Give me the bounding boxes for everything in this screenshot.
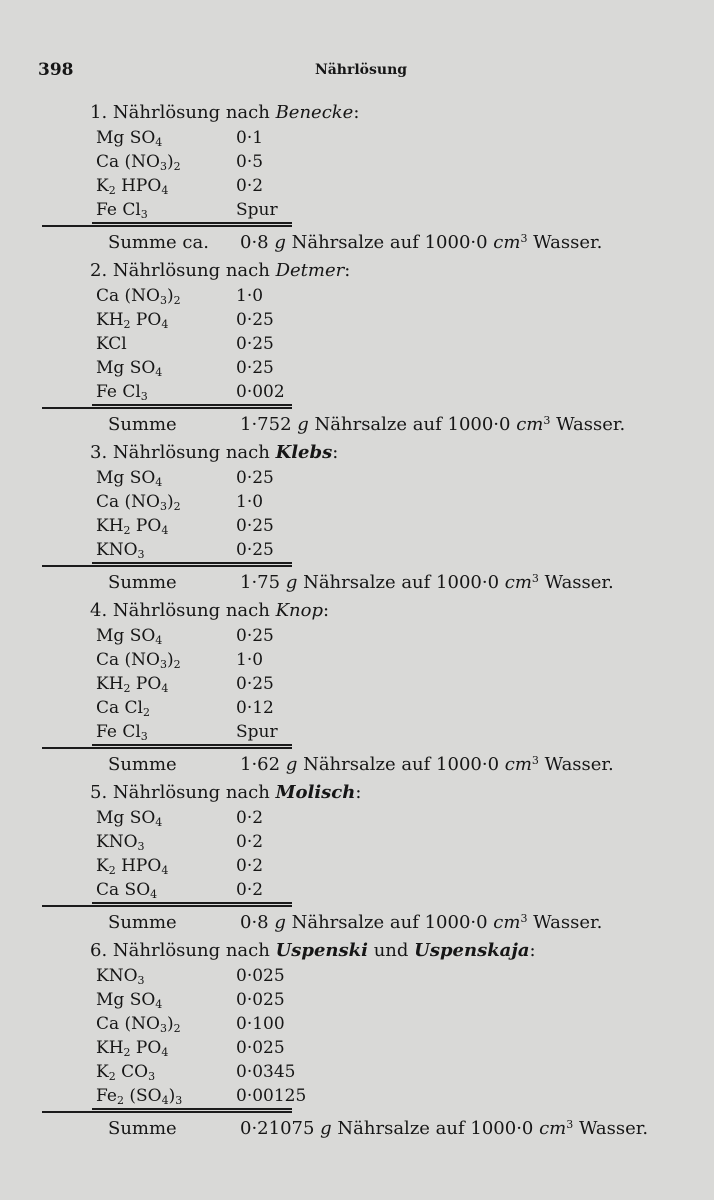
ingredient-row — [0, 696, 714, 720]
ingredient-row — [0, 308, 714, 332]
ingredient-amount: 0·1 — [236, 128, 264, 148]
solution-block — [0, 440, 714, 598]
ingredient-amount: 0·5 — [236, 152, 264, 172]
ingredient-formula: $KH_2$ $PO_4$ — [96, 310, 169, 331]
ingredient-amount: 0·2 — [236, 856, 264, 876]
sum-value — [240, 228, 602, 258]
ingredient-formula: Fe $Cl_3$ — [96, 722, 148, 743]
rule-line-long — [42, 407, 292, 409]
ingredient-amount: 0·25 — [236, 626, 274, 646]
sum-amount: 0·21075 — [240, 1118, 321, 1139]
sum-amount: 0·8 — [240, 912, 275, 933]
sum-unit-cm: cm — [516, 414, 544, 435]
sum-label: Summe — [108, 572, 177, 593]
ingredient-amount: 0·25 — [236, 358, 274, 378]
ingredient-row — [0, 672, 714, 696]
rule-line-short — [92, 1108, 292, 1110]
solution-title — [0, 440, 714, 466]
solution-block — [0, 258, 714, 440]
page-header — [0, 60, 714, 82]
ingredient-amount: 0·25 — [236, 516, 274, 536]
rule-line-long — [42, 565, 292, 567]
ingredient-formula: Mg $SO_4$ — [96, 358, 163, 379]
ingredient-amount: 1·0 — [236, 650, 264, 670]
solutions-list — [0, 100, 714, 1144]
rule-line-short — [92, 222, 292, 224]
sum-unit-exponent: 3 — [543, 414, 551, 427]
sum-text: Nährsalze auf 1000·0 — [285, 912, 494, 933]
sum-end: Wasser. — [573, 1118, 649, 1139]
ingredient-amount: 0·025 — [236, 1038, 285, 1058]
sum-unit: g — [274, 912, 286, 933]
sum-end: Wasser. — [550, 414, 626, 435]
ingredient-formula: $KH_2$ $PO_4$ — [96, 1038, 169, 1059]
sum-value — [240, 1114, 648, 1144]
sum-amount: 1·62 — [240, 754, 286, 775]
sum-unit: g — [297, 414, 309, 435]
solution-title — [0, 100, 714, 126]
ingredient-amount: 0·0345 — [236, 1062, 296, 1082]
ingredient-row — [0, 1060, 714, 1084]
sum-unit-exponent: 3 — [566, 1118, 574, 1131]
ingredient-amount: 0·12 — [236, 698, 274, 718]
ingredient-formula: Ca $(NO_3)_2$ — [96, 1014, 181, 1035]
ingredient-row — [0, 380, 714, 404]
ingredient-row — [0, 356, 714, 380]
ingredient-amount: 0·00125 — [236, 1086, 307, 1106]
sum-end: Wasser. — [538, 572, 614, 593]
rule-line-short — [92, 562, 292, 564]
ingredient-amount: 0·2 — [236, 832, 264, 852]
ingredient-amount: 1·0 — [236, 492, 264, 512]
solution-title-prefix: 4. Nährlösung nach — [90, 600, 276, 621]
ingredient-list — [0, 964, 714, 1108]
ingredient-formula: $K_2$ $CO_3$ — [96, 1062, 156, 1083]
ingredient-row — [0, 648, 714, 672]
ingredient-amount: 0·025 — [236, 966, 285, 986]
sum-unit-exponent: 3 — [531, 754, 539, 767]
ingredient-row — [0, 466, 714, 490]
sum-label: Summe — [108, 1118, 177, 1139]
ingredient-formula: Ca $(NO_3)_2$ — [96, 286, 181, 307]
ingredient-formula: Ca $(NO_3)_2$ — [96, 650, 181, 671]
ingredient-row — [0, 490, 714, 514]
ingredient-row — [0, 1084, 714, 1108]
rule-line-short — [92, 902, 292, 904]
solution-title-suffix: : — [332, 442, 339, 463]
sum-unit-cm: cm — [504, 572, 532, 593]
solution-author: Detmer — [275, 260, 345, 281]
rule-line-long — [42, 1111, 292, 1113]
sum-text: Nährsalze auf 1000·0 — [297, 754, 505, 775]
ingredient-formula: Mg $SO_4$ — [96, 808, 163, 829]
ingredient-amount: 0·25 — [236, 310, 274, 330]
ingredient-formula: Mg $SO_4$ — [96, 128, 163, 149]
sum-unit-exponent: 3 — [531, 572, 539, 585]
ingredient-formula: $KNO_3$ — [96, 832, 145, 853]
rule-line-short — [92, 404, 292, 406]
sum-end: Wasser. — [527, 912, 603, 933]
ingredient-formula: $KH_2$ $PO_4$ — [96, 674, 169, 695]
solution-title — [0, 598, 714, 624]
ingredient-formula: Ca $Cl_2$ — [96, 698, 150, 719]
solution-title-suffix: : — [355, 782, 362, 803]
running-title: Nährlösung — [314, 62, 408, 78]
sum-unit-cm: cm — [493, 232, 521, 253]
ingredient-list — [0, 806, 714, 902]
ingredient-formula: $KH_2$ $PO_4$ — [96, 516, 169, 537]
solution-title — [0, 780, 714, 806]
solution-title — [0, 938, 714, 964]
ingredient-amount: 0·100 — [236, 1014, 285, 1034]
ingredient-row — [0, 988, 714, 1012]
sum-text: Nährsalze auf 1000·0 — [331, 1118, 540, 1139]
ingredient-row — [0, 806, 714, 830]
solution-title — [0, 258, 714, 284]
sum-row — [0, 1114, 714, 1144]
ingredient-row — [0, 150, 714, 174]
sum-row — [0, 410, 714, 440]
solution-title-prefix: 2. Nährlösung nach — [90, 260, 276, 281]
sum-label: Summe — [108, 414, 177, 435]
ingredient-amount: 0·2 — [236, 880, 264, 900]
ingredient-list — [0, 466, 714, 562]
ingredient-amount: 0·25 — [236, 468, 274, 488]
solution-title-suffix: : — [353, 102, 360, 123]
ingredient-row — [0, 830, 714, 854]
solution-title-prefix: 6. Nährlösung nach — [90, 940, 276, 961]
ingredient-formula: Mg $SO_4$ — [96, 990, 163, 1011]
ingredient-row — [0, 720, 714, 744]
sum-unit-cm: cm — [504, 754, 532, 775]
solution-block — [0, 938, 714, 1144]
solution-title-prefix: 5. Nährlösung nach — [90, 782, 276, 803]
ingredient-formula: KCl — [96, 334, 127, 354]
sum-label: Summe — [108, 912, 177, 933]
ingredient-amount: 0·025 — [236, 990, 285, 1010]
sum-unit: g — [320, 1118, 332, 1139]
ingredient-row — [0, 964, 714, 988]
ingredient-row — [0, 332, 714, 356]
ingredient-formula: Fe $Cl_3$ — [96, 200, 148, 221]
sum-label: Summe ca. — [108, 232, 209, 253]
sum-unit-cm: cm — [493, 912, 521, 933]
ingredient-amount: 0·25 — [236, 674, 274, 694]
sum-unit: g — [274, 232, 286, 253]
ingredient-amount: 0·2 — [236, 808, 264, 828]
solution-block — [0, 780, 714, 938]
sum-amount: 1·752 — [240, 414, 298, 435]
rule-line-long — [42, 905, 292, 907]
ingredient-row — [0, 198, 714, 222]
solution-author: Klebs — [275, 442, 333, 463]
solution-title-mid: und — [367, 940, 415, 961]
ingredient-amount: 0·2 — [236, 176, 264, 196]
sum-unit: g — [285, 572, 298, 593]
ingredient-row — [0, 126, 714, 150]
ingredient-list — [0, 126, 714, 222]
solution-block — [0, 598, 714, 780]
ingredient-formula: Mg $SO_4$ — [96, 626, 163, 647]
sum-unit: g — [285, 754, 298, 775]
solution-author: Benecke — [275, 102, 354, 123]
rule-line-long — [42, 225, 292, 227]
solution-title-prefix: 3. Nährlösung nach — [90, 442, 276, 463]
ingredient-amount: 0·25 — [236, 540, 274, 560]
rule-line-long — [42, 747, 292, 749]
ingredient-amount: 0·002 — [236, 382, 285, 402]
ingredient-formula: Ca $SO_4$ — [96, 880, 158, 901]
solution-title-prefix: 1. Nährlösung nach — [90, 102, 276, 123]
ingredient-list — [0, 624, 714, 744]
ingredient-formula: Ca $(NO_3)_2$ — [96, 492, 181, 513]
ingredient-formula: Mg $SO_4$ — [96, 468, 163, 489]
sum-unit-cm: cm — [539, 1118, 567, 1139]
ingredient-row — [0, 174, 714, 198]
ingredient-formula: $Fe_2$ $(SO_4)_3$ — [96, 1086, 183, 1107]
solution-title-suffix: : — [344, 260, 351, 281]
solution-block — [0, 100, 714, 258]
ingredient-row — [0, 1012, 714, 1036]
sum-value — [240, 410, 625, 440]
ingredient-list — [0, 284, 714, 404]
sum-unit-exponent: 3 — [520, 232, 528, 245]
ingredient-amount: 0·25 — [236, 334, 274, 354]
ingredient-formula: Ca $(NO_3)_2$ — [96, 152, 181, 173]
ingredient-amount: Spur — [236, 200, 278, 220]
sum-text: Nährsalze auf 1000·0 — [308, 414, 517, 435]
sum-text: Nährsalze auf 1000·0 — [285, 232, 494, 253]
sum-value — [240, 908, 602, 938]
solution-author: Uspenski — [275, 940, 368, 961]
sum-end: Wasser. — [538, 754, 614, 775]
solution-author-2: Uspenskaja — [414, 940, 530, 961]
ingredient-formula: $K_2$ $HPO_4$ — [96, 176, 169, 197]
ingredient-formula: $K_2$ $HPO_4$ — [96, 856, 169, 877]
sum-row — [0, 908, 714, 938]
ingredient-row — [0, 1036, 714, 1060]
ingredient-row — [0, 854, 714, 878]
ingredient-formula: Fe $Cl_3$ — [96, 382, 148, 403]
sum-unit-exponent: 3 — [520, 912, 528, 925]
ingredient-formula: $KNO_3$ — [96, 966, 145, 987]
sum-label: Summe — [108, 754, 177, 775]
ingredient-row — [0, 538, 714, 562]
solution-author: Molisch — [275, 782, 356, 803]
ingredient-row — [0, 878, 714, 902]
sum-amount: 1·75 — [240, 572, 286, 593]
ingredient-row — [0, 624, 714, 648]
sum-end: Wasser. — [527, 232, 603, 253]
ingredient-amount: 1·0 — [236, 286, 264, 306]
rule-line-short — [92, 744, 292, 746]
solution-title-suffix: : — [322, 600, 330, 621]
sum-row — [0, 228, 714, 258]
page-number: 398 — [38, 60, 74, 80]
ingredient-amount: Spur — [236, 722, 278, 742]
sum-value — [240, 568, 614, 598]
ingredient-row — [0, 514, 714, 538]
sum-value — [240, 750, 614, 780]
solution-title-suffix: : — [529, 940, 536, 961]
sum-text: Nährsalze auf 1000·0 — [297, 572, 505, 593]
ingredient-row — [0, 284, 714, 308]
sum-row — [0, 568, 714, 598]
ingredient-formula: $KNO_3$ — [96, 540, 145, 561]
solution-author: Knop — [275, 600, 323, 621]
sum-amount: 0·8 — [240, 232, 275, 253]
sum-row — [0, 750, 714, 780]
